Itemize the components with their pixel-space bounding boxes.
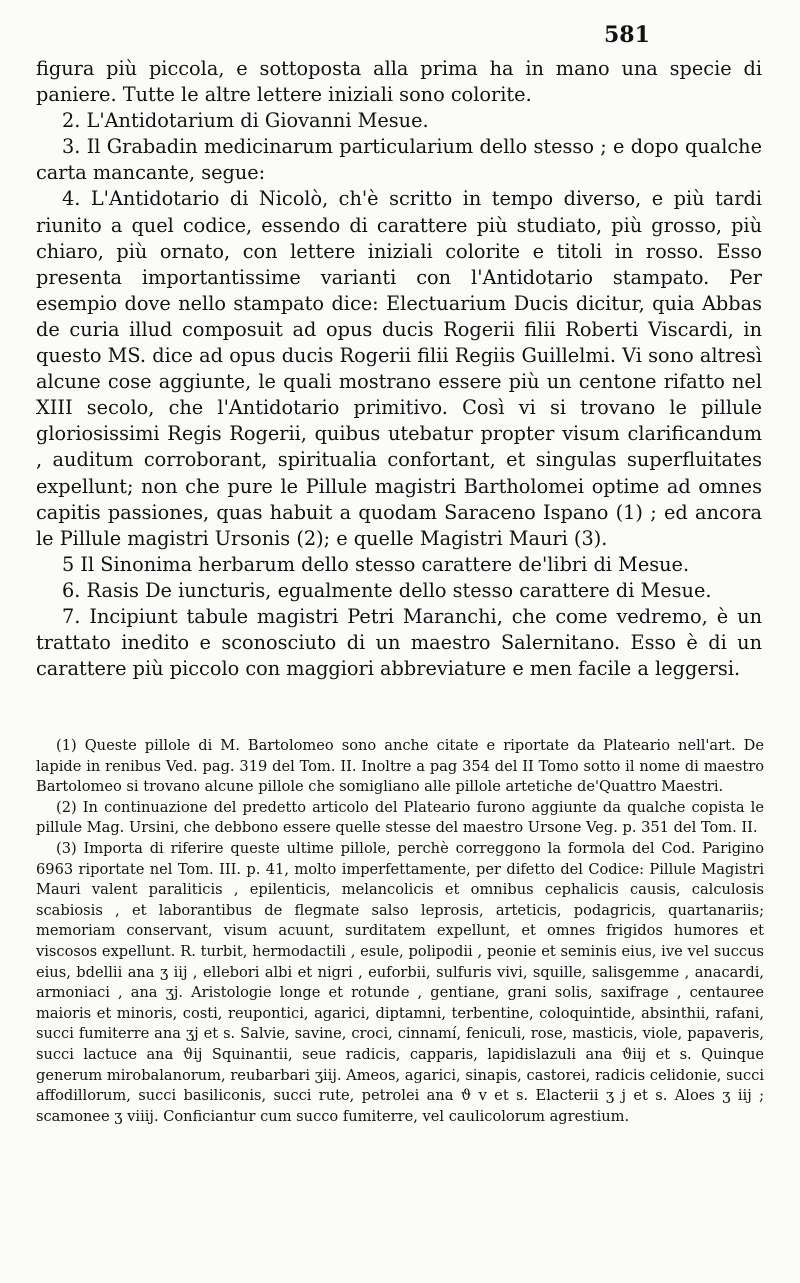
paragraph: 7. Incipiunt tabule magistri Petri Maranchi, che come vedremo, è un trattato inedito e sconosciuto di un maestro Salernitano. Esso è di un carattere più piccolo con maggiori abbreviature e men facile a leggersi. bbox=[36, 604, 762, 681]
main-text bbox=[36, 56, 762, 682]
footnote: (1) Queste pillole di M. Bartolomeo sono anche citate e riportate da Plateario nell'art. De lapide in renibus Ved. pag. 319 del Tom. II. Inoltre a pag 354 del II Tomo sotto il nome di maestro Bartolomeo si trovano alcune pillole che somigliano alle pillole artetiche de'Quattro Maestri. bbox=[36, 737, 764, 796]
page-number: 581 bbox=[604, 22, 650, 48]
paragraph: 3. Il Grabadin medicinarum particularium dello stesso ; e dopo qualche carta mancante, segue: bbox=[36, 135, 762, 185]
footnotes bbox=[36, 736, 764, 1127]
paragraph: 4. L'Antidotario di Nicolò, ch'è scritto in tempo diverso, e più tardi riunito a quel codice, essendo di carattere più studiato, più grosso, più chiaro, più ornato, con lettere iniziali colorite e titoli in rosso. Esso presenta importantissime varianti con l'Antidotario stampato. Per esempio dove nello stampato dice: Electuarium Ducis dicitur, quia Abbas de curia illud composuit ad opus ducis Rogerii filii Roberti Viscardi, in questo MS. dice ad opus ducis Rogerii filii Regiis Guillelmi. Vi sono altresì alcune cose aggiunte, le quali mostrano essere più un centone rifatto nel XIII secolo, che l'Antidotario primitivo. Così vi si trovano le pillule gloriosissimi Regis Rogerii, quibus utebatur propter visum clarificandum , auditum corroborant, spiritualia confortant, et singulas superfluitates expellunt; non che pure le Pillule magistri Bartholomei optime ad omnes capitis passiones, quas habuit a quodam Saraceno Ispano (1) ; ed ancora le Pillule magistri Ursonis (2); e quelle Magistri Mauri (3). bbox=[36, 187, 762, 550]
footnote: (2) In continuazione del predetto articolo del Plateario furono aggiunte da qualche copista le pillule Mag. Ursini, che debbono essere quelle stesse del maestro Ursone Veg. p. 351 del Tom. II. bbox=[36, 798, 764, 837]
paragraph: 6. Rasis De iuncturis, egualmente dello stesso carattere di Mesue. bbox=[62, 578, 712, 602]
paragraph: 2. L'Antidotarium di Giovanni Mesue. bbox=[62, 109, 429, 133]
paragraph: 5 Il Sinonima herbarum dello stesso carattere de'libri di Mesue. bbox=[62, 552, 690, 576]
paragraph: figura più piccola, e sottoposta alla prima ha in mano una specie di paniere. Tutte le altre lettere iniziali sono colorite. bbox=[36, 57, 762, 107]
footnote: (3) Importa di riferire queste ultime pillole, perchè correggono la formola del Cod. Parigino 6963 riportate nel Tom. III. p. 41, molto imperfettamente, per difetto del Codice: Pillule Magistri Mauri valent paraliticis , epilenticis, melancolicis et omnibus cephalicis causis, calculosis scabiosis , et laborantibus de flegmate salso leprosis, arteticis, podagricis, quartanariis; memoriam conservant, visum acuunt, surditatem expellunt, et omnes frigidos humores et viscosos expellunt. R. turbit, hermodactili , esule, polipodii , peonie et seminis eius, ive vel succus eius, bdellii ana ʒ iij , ellebori albi et nigri , euforbii, sulfuris vivi, squille, salisgemme , anacardi, armoniaci , ana ʒj. Aristologie longe et rotunde , gentiane, grani solis, saxifrage , centauree maioris et minoris, costi, reupontici, agarici, diptamni, terbentine, coloquintide, absinthii, rafani, succi fumiterre ana ʒj et s. Salvie, savine, croci, cinnamí, feniculi, rose, masticis, viole, papaveris, succi lactuce ana ϑij Squinantii, seue radicis, capparis, lapidislazuli ana ϑiij et s. Quinque generum mirobalanorum, reubarbari ʒiij. Ameos, agarici, sinapis, castorei, radicis celidonie, succi affodillorum, succi basiliconis, succi rute, petrolei ana ϑ v et s. Elacterii ʒ j et s. Aloes ʒ iij ; scamonee ʒ viiij. Conficiantur cum succo fumiterre, vel caulicolorum agrestium. bbox=[36, 839, 764, 1125]
